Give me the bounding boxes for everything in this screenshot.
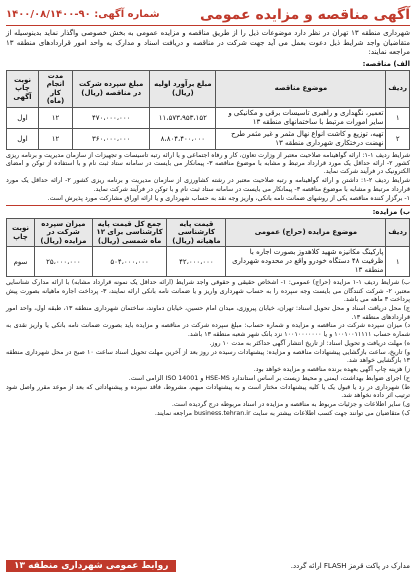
auction-note: ه) مهلت دریافت و تحویل اسناد: از تاریخ انتشار آگهی حداکثر به مدت ۱۰ روز. [209,339,410,347]
table-header: نوبت چاپ [7,218,35,247]
table-row [7,247,410,277]
row-number: ۱ [386,107,410,128]
auction-note: ح) اجرای ضوابط بهداشت، ایمنی و محیط زیست بر اساس استاندارد HSE-MS و ISO 14001 الزامی است. [128,374,410,382]
auction-table [6,218,410,278]
auction-section-label: ب) مزایده: [372,207,410,216]
table-header: موضوع مزایده (حراج) عمومی [226,218,386,247]
print-turn: اول [7,128,39,149]
table-header: ردیف [386,70,410,107]
deposit-amount: ۳۶۰،۰۰۰،۰۰۰ [73,128,150,149]
table-header: مدت انجام کار (ماه) [39,70,73,107]
tender-subject: تعمیر، نگهداری و راهبری تاسیسات برقی و مکانیکی و سایر امورات مرتبط با ساختمانهای منطقه ۱۳ [216,107,386,128]
auction-note: ب) شرایط ردیف ۱-۱ مزایده (حراج) عمومی: ۱- اشخاص حقیقی و حقوقی واجد شرایط (ارائه حداقل یک نمونه قرارداد مشابه) با ارائه مدارک شناسایی معتبر، ۲- شرکت کنندگان می بایست وجه سپرده را به حساب شهرداری واریز و یا ضمانت نامه بانکی ارائه نمایند، ۳- پرداخت اجاره ماهیانه بصورت پیش پرداخت ۳ ماهه می باشد. [6,279,411,304]
row-number: ۱ [386,247,410,277]
print-turn: سوم [7,247,35,277]
auction-note: ج) محل دریافت اسناد و محل تحویل اسناد: تهران، خیابان پیروزی، میدان امام حسین، خیابان دماوند، ساختمان شهرداری منطقه ۱۳، طبقه اول، واحد امور قراردادهای منطقه ۱۳. [6,305,410,321]
auction-header-row [7,218,410,247]
table-header: قیمت پایه کارشناسی ماهیانه (ریال) [167,218,226,247]
notice-title: آگهی مناقصه و مزایده عمومی [200,6,410,23]
table-header: میزان سپرده شرکت در مزایده (ریال) [35,218,93,247]
deposit-amount: ۲۵،۰۰۰،۰۰۰ [35,247,93,277]
duration: ۱۲ [39,107,73,128]
tender-note: ۱- برگزار کننده مناقصه یکی از روشهای ضمانت نامه بانکی، واریز وجه نقد به حساب شهرداری و یا ارائه اوراق مشارکت مورد پذیرش است. [47,194,410,202]
tender-header-row [7,70,410,107]
tender-table [6,70,410,150]
monthly-base-price: ۴۲،۰۰۰،۰۰۰ [167,247,226,277]
auction-note: د) میزان سپرده شرکت در مناقصه و مزایده و شماره حساب: مبلغ سپرده شرکت در مناقصه و مزایده باید بصورت ضمانت نامه بانکی یا واریز نقدی به شماره حساب ۱۰۰۱۰۰۱۱۱۱۱ و یا ۱۰۰۱۰۰۰۰۰۰۰ نزد بانک شهر شعبه منطقه ۱۳ باشد. [6,322,410,338]
duration: ۱۲ [39,128,73,149]
auction-notes [6,279,410,418]
table-header: موضوع مناقصه [216,70,386,107]
estimate-amount: ۱۱،۵۷۳،۹۵۳،۱۵۲ [150,107,216,128]
table-row [7,128,410,149]
auction-subject: پارکینگ مکانیزه شهید کلاهدوز بصورت اجاره با ظرفیت ۴۸ دستگاه خودرو واقع در محدوده شهرداری منطقه ۱۳ [226,247,386,277]
tender-section-label: الف) مناقصه: [362,59,410,68]
table-row [7,107,410,128]
print-turn: اول [7,107,39,128]
annual-base-price: ۵۰۴،۰۰۰،۰۰۰ [92,247,167,277]
intro-paragraph: شهرداری منطقه ۱۳ تهران در نظر دارد موضوعات ذیل را از طریق مناقصه و مزایده عمومی به بخش خصوصی واگذار نماید بدینوسیله از متقاضیان واجد شرایط ذیل دعوت بعمل می آید جهت شرکت در مناقصه و دریافت اسناد و مدارک به واحد امور قراردادهای منطقه ۱۳ مراجعه نمایند: [6,29,411,56]
tender-note: شرایط ردیف ۱-۱: ارائه گواهینامه صلاحیت معتبر از وزارت تعاون، کار و رفاه اجتماعی و یا ارائه رتبه تاسیسات و تجهیزات از سازمان مدیریت و برنامه ریزی کشور ۲- ارائه حداقل یک مورد قرارداد مرتبط و مشابه با موضوع مناقصه ۳- پیمانکار می بایست در سامانه ستاد ثبت نام و با استفاده از توکن و امضای الکترونیک در فرآیند شرکت نماید. [6,151,410,176]
table-header: مبلغ برآورد اولیه (ریال) [150,70,216,107]
auction-note: و) تاریخ، ساعت بازگشایی پیشنهادات مناقصه و مزایده: پیشنهادات رسیده در روز بعد از آخرین مهلت تحویل اسناد ساعت ۱۰ صبح در محل شهرداری منطقه ۱۳ بازگشایی خواهد شد. [6,348,411,365]
row-number: ۲ [386,128,410,149]
auction-note: ط) شهرداری در رد یا قبول یک یا کلیه پیشنهادات مختار است و به پیشنهادات مبهم، مشروط، فاقد سپرده و پیشنهاداتی که بعد از موعد مقرر واصل شود ترتیب اثر داده نخواهد شد. [6,383,410,400]
auction-note: ی) سایر اطلاعات و جزئیات مربوط به مناقصه و مزایده در اسناد مربوطه درج گردیده است. [171,401,410,409]
footer-note: مدارک در پاکت قرمز FLASH ارائه گردد. [290,562,410,570]
deposit-amount: ۴۷۰،۰۰۰،۰۰۰ [73,107,150,128]
table-header: جمع کل قیمت پایه کارشناسی برای ۱۲ ماه شمسی (ریال) [92,218,167,247]
public-relations-signature: روابط عمومی شهرداری منطقه ۱۳ [6,560,176,572]
estimate-amount: ۸،۸۰۴،۴۰۰،۰۰۰ [150,128,216,149]
table-header: ردیف [386,218,410,247]
section-divider [6,205,410,206]
table-header: مبلغ سپرده شرکت در مناقصه (ریال) [73,70,150,107]
notice-header [6,4,410,26]
ad-number: شماره آگهی: ۹۰-۱۴۰۰/۰۸/۱۴۰۰ [6,9,160,20]
tender-notes [6,152,410,203]
tender-subject: تهیه، توزیع و کاشت انواع نهال مثمر و غیر مثمر طرح نهضت درختکاری شهرداری منطقه ۱۳ [216,128,386,149]
auction-note: ز) هزینه چاپ آگهی بعهده برنده مناقصه و مزایده خواهد بود. [253,366,410,373]
table-header: نوبت چاپ آگهی [7,70,39,107]
auction-note: ک) متقاضیان می توانند جهت کسب اطلاعات بیشتر به سایت business.tehran.ir مراجعه نمایند. [154,410,410,418]
tender-note: شرایط ردیف ۲-۱: داشتن و ارائه گواهینامه و رتبه صلاحیت معتبر در رشته کشاورزی از سازمان مدیریت و برنامه ریزی کشور ۲- ارائه حداقل یک مورد قرارداد مرتبط و مشابه با موضوع مناقصه ۳- پیمانکار می بایست در سامانه ستاد ثبت نام و با توکن در فرآیند شرکت نماید. [6,177,410,193]
